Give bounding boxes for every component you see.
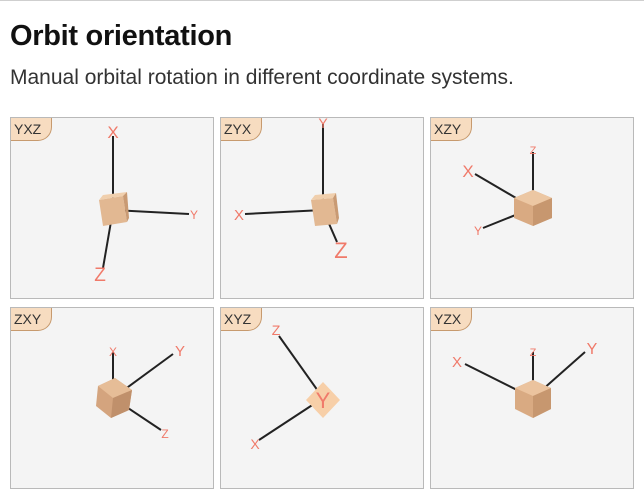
- axis-label-z: Z: [94, 265, 106, 286]
- viewport-zxy[interactable]: [10, 307, 214, 489]
- panel-tag-yzx: YZX: [431, 308, 472, 331]
- scene-zxy[interactable]: [11, 308, 214, 489]
- panel-tag-yxz: YXZ: [11, 118, 52, 141]
- viewport-xyz[interactable]: [220, 307, 424, 489]
- axis-label-z: Z: [271, 322, 281, 338]
- axis-label-y: Y: [315, 388, 331, 413]
- axis-label-x: X: [462, 162, 474, 181]
- axis-label-y: Y: [189, 208, 199, 222]
- viewport-zyx[interactable]: [220, 117, 424, 299]
- axis-label-y: Y: [586, 341, 598, 358]
- scene-zyx[interactable]: [221, 118, 424, 299]
- orbit-cube[interactable]: [311, 193, 339, 226]
- axis-label-z: Z: [161, 427, 169, 441]
- axis-label-x: X: [250, 436, 260, 452]
- axis-line-x: [245, 210, 323, 214]
- axis-label-z: Z: [529, 145, 537, 157]
- panel-tag-zxy: ZXY: [11, 308, 52, 331]
- axis-label-x: X: [233, 207, 245, 224]
- axis-label-y: Y: [473, 224, 483, 238]
- scene-xzy[interactable]: [431, 118, 634, 299]
- viewport-yzx[interactable]: [430, 307, 634, 489]
- axis-label-y: Y: [174, 343, 186, 360]
- panel-tag-xyz: XYZ: [221, 308, 262, 331]
- orbit-cube[interactable]: [99, 192, 129, 226]
- axis-label-x: X: [108, 345, 118, 359]
- axis-label-x: X: [451, 354, 463, 371]
- orbit-cube[interactable]: [515, 380, 551, 418]
- scene-yxz[interactable]: [11, 118, 214, 299]
- viewport-xzy[interactable]: [430, 117, 634, 299]
- axis-label-z: Z: [334, 238, 348, 263]
- page-subtitle: Manual orbital rotation in different coordinate systems.: [10, 66, 514, 89]
- scene-yzx[interactable]: [431, 308, 634, 489]
- orbit-cube[interactable]: [514, 190, 552, 226]
- panel-tag-xzy: XZY: [431, 118, 472, 141]
- top-divider: [0, 0, 644, 1]
- axis-label-x: X: [107, 123, 119, 142]
- viewport-yxz[interactable]: [10, 117, 214, 299]
- axis-label-z: Z: [529, 347, 537, 359]
- axis-label-y: Y: [318, 118, 328, 131]
- orbit-cube[interactable]: [96, 378, 132, 418]
- scene-xyz[interactable]: [221, 308, 424, 489]
- page-title: Orbit orientation: [10, 20, 233, 52]
- panel-tag-zyx: ZYX: [221, 118, 262, 141]
